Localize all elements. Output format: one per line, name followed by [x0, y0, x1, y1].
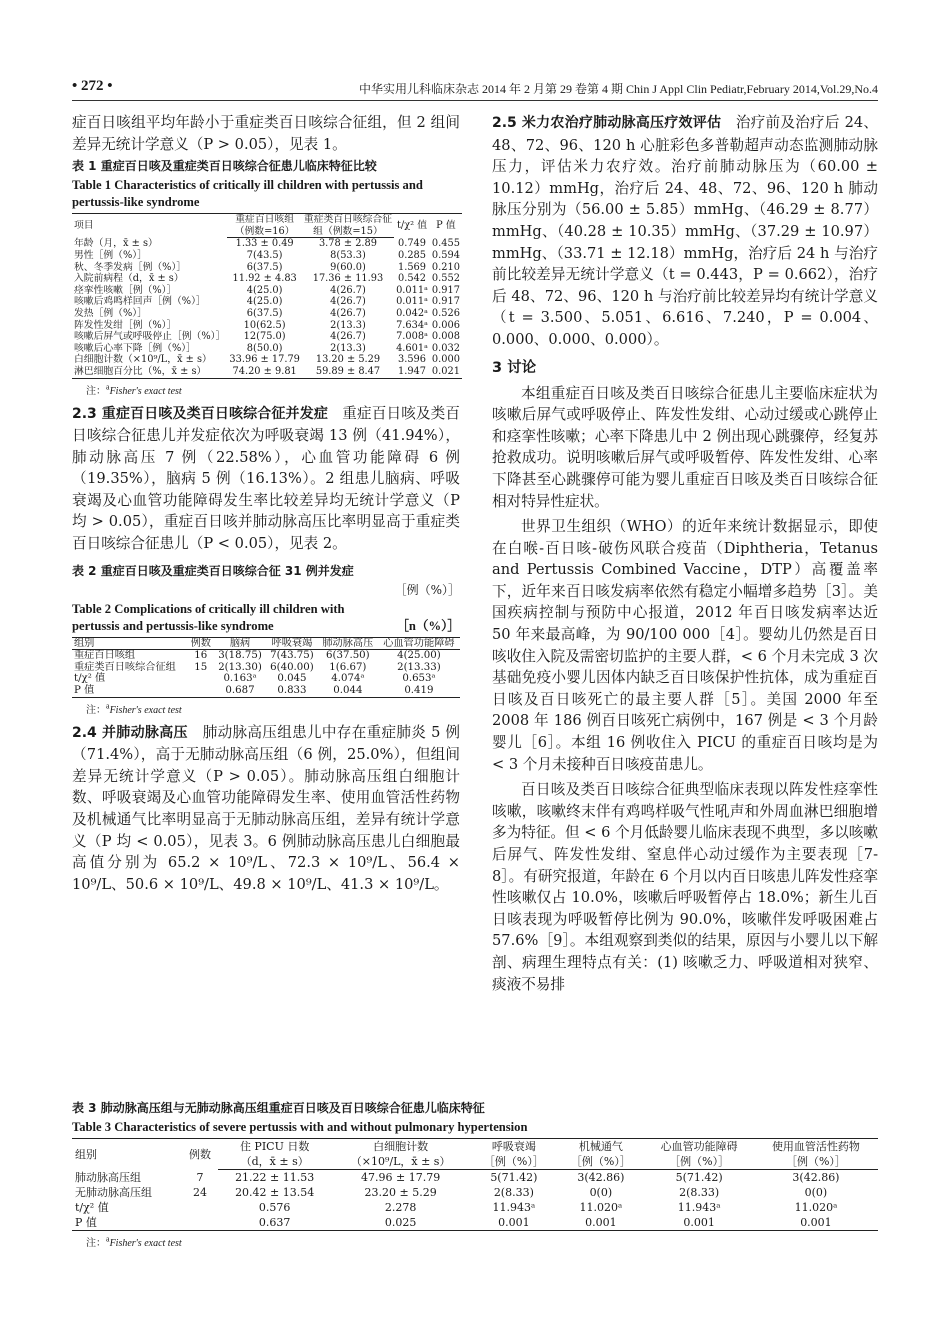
table1-header-g2: 重症类百日咳综合征: [303, 214, 393, 226]
running-header: [72, 78, 878, 101]
table3-caption-cn: 表 3 肺动脉高压组与无肺动脉高压组重症百日咳及百日咳综合征患儿临床特征: [72, 1101, 485, 1115]
table-row: 重症百日咳组 16 3(18.75) 7(43.75) 6(37.50) 4(25.00): [74, 650, 441, 662]
table2-caption-cn: 表 2 重症百日咳及重症类百日咳综合征 31 例并发症: [72, 563, 354, 578]
table1-header-g1-n: （例数=16）: [227, 226, 302, 238]
table-row: 肺动脉高压组 7 21.22 ± 11.53 47.96 ± 17.79 5(71.42) 3(42.86) 5(71.42) 3(42.86): [75, 1170, 840, 1184]
table-row: 秋、冬季发病［例（%）］ 6(37.5) 9(60.0) 1.569 0.210: [74, 261, 460, 273]
section-2-3: 2.3 重症百日咳及类百日咳综合征并发症 重症百日咳及类百日咳综合征患儿并发症依次为呼吸衰竭 13 例（41.94%），肺动脉高压 7 例（22.58%），心血管功能障碍 6 例（19.35%），脑病 5 例（16.13%）。2 组患儿脑病、呼吸衰竭及心血管功能障碍发生率比较差异均无统计学意义（P 均 > 0.05），重症百日咳并肺动脉高压比率明显高于重症类百日咳综合征患儿（P < 0.05），见表 2。: [72, 404, 460, 553]
table1-header-item: 项目: [72, 214, 227, 238]
table2-body: [72, 650, 460, 697]
table3-body: [72, 1170, 878, 1231]
left-column: [72, 112, 460, 895]
section-2-3-heading: 2.3 重症百日咳及类百日咳综合征并发症: [72, 405, 328, 422]
table2: 组别 例数 脑病 呼吸衰竭 肺动脉高压 心血管功能障碍 重症百日咳组 16 3(18.75) 7(43.75) 6(37.50) 4(25.00) 重症类百日咳综合征组 15 2(13.30) 6(40.00) 1(6.67) 2(13.33) t/χ² 值 0.163ᵃ 0.045 4.074ᵃ 0.653ᵃ P 值 0.687 0.833 0.044 0.419: [72, 637, 460, 698]
table1-header-g2-n: 组（例数=15）: [302, 226, 394, 238]
section-2-4-heading: 2.4 并肺动脉高压: [72, 724, 188, 741]
table1-header-stat: t/χ² 值: [394, 214, 430, 238]
table-row: 男性［例（%）］ 7(43.5) 8(53.3) 0.285 0.594: [74, 249, 460, 261]
discussion-paragraph-3: 百日咳及类百日咳综合征典型临床表现以阵发性痉挛性咳嗽，咳嗽终末伴有鸡鸣样吸气性吼声和外周血淋巴细胞增多为特征。但 < 6 个月低龄婴儿临床表现不典型，多以咳嗽后屏气、阵发性发绀、窒息伴心动过缓作为主要表现［7-8］。有研究报道，年龄在 6 个月以内百日咳患儿阵发性痉挛性咳嗽仅占 10.0%，咳嗽后呼吸暂停占 18.0%；新生儿百日咳表现为呼吸暂停比例为 90.0%，咳嗽伴发呼吸困难占 57.6%［9］。本组观察到类似的结果，原因与小婴儿以下解剖、病理生理特点有关：(1) 咳嗽乏力、呼吸道相对狭窄、痰液不易排: [492, 781, 878, 993]
table1-note: 注：$^a$Fisher's exact test: [86, 382, 182, 397]
intro-paragraph: 症百日咳组平均年龄小于重症类百日咳综合征组，但 2 组间差异无统计学意义（P > 0.05），见表 1。: [72, 114, 460, 153]
table-row: 痉挛性咳嗽［例（%）］ 4(25.0) 4(26.7) 0.011ᵃ 0.917: [74, 284, 460, 296]
section-2-5: 2.5 米力农治疗肺动脉高压疗效评估 治疗前及治疗后 24、48、72、96、120 h 心脏彩色多普勒超声动态监测肺动脉压力，评估米力农疗效。治疗前肺动脉压为（60.00 ± 10.12）mmHg，治疗后 24、48、72、96、120 h 肺动脉压分别为（56.00 ± 5.85）mmHg、（46.29 ± 8.77）mmHg、（40.28 ± 10.35）mmHg、（37.29 ± 10.97）mmHg、（33.71 ± 12.18）mmHg，治疗后 24 h 与治疗前比较差异无统计学意义（t = 0.443，P = 0.662），治疗后 48、72、96、120 h 与治疗前比较差异均有统计学意义（t = 3.500、5.051、6.616、7.240，P = 0.004、0.000、0.000、0.000）。: [492, 114, 878, 348]
table3-note: 注：$^a$Fisher's exact test: [86, 1234, 182, 1249]
table-row: 无肺动脉高压组 24 20.42 ± 13.54 23.20 ± 5.29 2(8.33) 0(0) 2(8.33) 0(0): [75, 1186, 828, 1199]
journal-citation: 中华实用儿科临床杂志 2014 年 2 月第 29 卷第 4 期 Chin J Appl Clin Pediatr,February 2014,Vol.29,No.4: [359, 82, 878, 96]
table2-unit-cn: ［例（%）］: [394, 582, 460, 597]
table-row: 入院前病程（d，x̄ ± s） 11.92 ± 4.83 17.36 ± 11.93 0.542 0.552: [74, 273, 460, 285]
table-row: 阵发性发绀［例（%）］ 10(62.5) 2(13.3) 7.634ᵃ 0.006: [74, 319, 460, 331]
table-row: 淋巴细胞百分比（%，x̄ ± s） 74.20 ± 9.81 59.89 ± 8.47 1.947 0.021: [74, 365, 460, 377]
section-3-heading: 3 讨论: [492, 359, 537, 376]
table-row: t/χ² 值 0.576 2.278 11.943ᵃ 11.020ᵃ 11.943ᵃ 11.020ᵃ: [75, 1201, 838, 1214]
table-row: 咳嗽后屏气或呼吸停止［例（%）］ 12(75.0) 4(26.7) 7.008ᵃ 0.008: [74, 331, 460, 343]
table-row: t/χ² 值 0.163ᵃ 0.045 4.074ᵃ 0.653ᵃ: [74, 673, 436, 685]
table3-block: [72, 1098, 878, 1255]
table1-header-p: P 值: [430, 214, 462, 238]
table2-note: 注：$^a$Fisher's exact test: [86, 701, 182, 716]
table-row: 年龄（月，x̄ ± s） 1.33 ± 0.49 3.78 ± 2.89 0.749 0.455: [74, 238, 460, 250]
table3-caption-en: Table 3 Characteristics of severe pertussis with and without pulmonary hypertension: [72, 1120, 528, 1134]
table-row: 重症类百日咳综合征组 15 2(13.30) 6(40.00) 1(6.67) 2(13.33): [74, 661, 441, 673]
table2-caption-en: Table 2 Complications of critically ill children with pertussis and pertussis-like syndrome ［n（%）］: [72, 601, 460, 633]
section-2-5-heading: 2.5 米力农治疗肺动脉高压疗效评估: [492, 115, 722, 131]
table-row: 发热［例（%）］ 6(37.5) 4(26.7) 0.042ᵃ 0.526: [74, 307, 460, 319]
table-row: 白细胞计数（×10⁹/L，x̄ ± s） 33.96 ± 17.79 13.20 ± 5.29 3.596 0.000: [74, 354, 460, 366]
table-row: 咳嗽后心率下降［例（%）］ 8(50.0) 2(13.3) 4.601ᵃ 0.032: [74, 342, 460, 354]
section-2-4: 2.4 并肺动脉高压 肺动脉高压组患儿中存在重症肺炎 5 例（71.4%），高于无肺动脉高压组（6 例，25.0%），但组间差异无统计学意义（P > 0.05）。肺动脉高压组白细胞计数、呼吸衰竭及心血管功能障碍发生率、使用血管活性药物及机械通气比率明显高于无肺动脉高压组，差异有统计学意义（P 均 < 0.05），见表 3。6 例肺动脉高压患儿白细胞最高值分别为 65.2 × 10⁹/L、72.3 × 10⁹/L、56.4 × 10⁹/L、50.6 × 10⁹/L、49.8 × 10⁹/L、41.3 × 10⁹/L。: [72, 723, 460, 893]
table1: [72, 213, 462, 378]
discussion-paragraph-2: 世界卫生组织（WHO）的近年来统计数据显示，即使在白喉-百日咳-破伤风联合疫苗（Diphtheria，Tetanus and Pertussis Combined Vaccine，DTP）高覆盖率下，近年来百日咳发病率依然有稳定小幅增多趋势［3］。美国疾病控制与预防中心报道，2012 年百日咳发病率达近 50 年来最高峰，为 90/100 000［4］。婴幼儿仍然是百日咳收住入院及需密切监护的主要人群，< 6 个月未完成 3 次基础免疫小婴儿因体内缺乏百日咳保护性抗体，成为重症百日咳及百日咳死亡的最主要人群［5］。美国 2000 年至 2008 年 186 例百日咳死亡病例中，167 例是 < 3 个月龄婴儿［6］。本组 16 例收住入 PICU 的重症百日咳均是为 < 3 个月未接种百日咳疫苗患儿。: [492, 518, 878, 773]
table2-unit-en: ［n（%）］: [396, 618, 460, 633]
table-row: 咳嗽后鸡鸣样回声［例（%）］ 4(25.0) 4(26.7) 0.011ᵃ 0.917: [74, 296, 460, 308]
table1-body: [72, 238, 462, 378]
table-row: P 值 0.687 0.833 0.044 0.419: [72, 685, 460, 697]
right-column: [492, 112, 878, 995]
table1-caption-cn: 表 1 重症百日咳及重症类百日咳综合征患儿临床特征比较: [72, 159, 377, 174]
table3: 组别 例数 住 PICU 日数 白细胞计数 呼吸衰竭 机械通气 心血管功能障碍 使用血管活性药物 （d，x̄ ± s） （×10⁹/L，x̄ ± s） ［例（%）］ ［例（%）］ ［例（%）］ ［例（%）］ 肺动脉高压组 7 21.22 ± 11.53 47.96 ± 17.79 5(71.42) 3(42.86) 5(71.42) 3(42.86) 无肺动脉高压组 24 20.42 ± 13.54 23.20 ± 5.29 2(8.33) 0(0) 2(8.33) 0(0) t/χ² 值 0.576 2.278 11.943ᵃ 11.020ᵃ 11.943ᵃ 11.020ᵃ P 值 0.637 0.025 0.001 0.001 0.001 0.001: [72, 1138, 878, 1231]
page-number: • 272 •: [72, 78, 113, 94]
discussion-paragraph-1: 本组重症百日咳及类百日咳综合征患儿主要临床症状为咳嗽后屏气或呼吸停止、阵发性发绀、心动过缓或心跳停止和痉挛性咳嗽；心率下降患儿中 2 例出现心跳骤停，经复苏抢救成功。说明咳嗽后屏气或呼吸暂停、阵发性发绀、心率下降甚至心跳骤停可能为婴儿重症百日咳及类百日咳综合征相对特异性症状。: [492, 384, 878, 510]
table1-header-g1: 重症百日咳组: [227, 214, 302, 226]
table-row: P 值 0.637 0.025 0.001 0.001 0.001 0.001: [72, 1215, 878, 1231]
table1-caption-en: Table 1 Characteristics of critically ill children with pertussis and pertussis-like syndrome: [72, 178, 423, 210]
